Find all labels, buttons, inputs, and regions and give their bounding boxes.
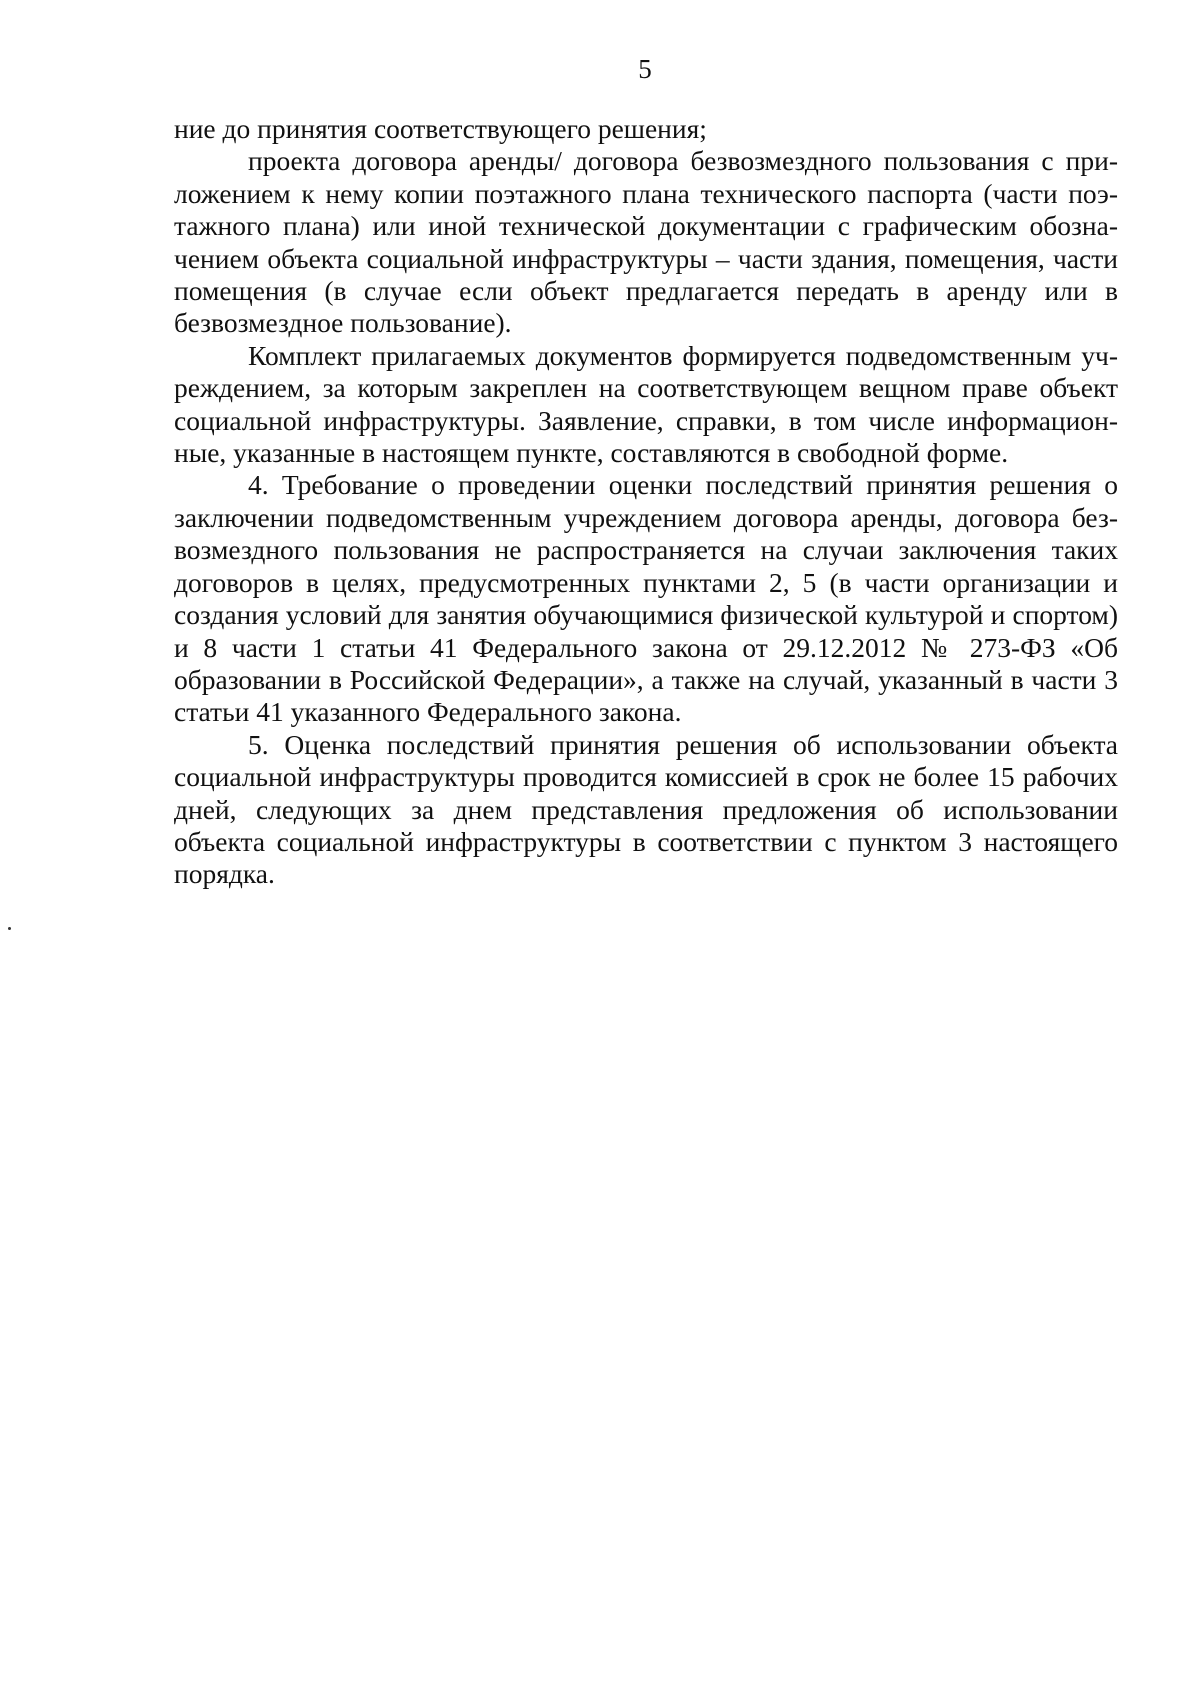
paragraph-item-4: 4. Требование о проведении оценки последствий принятия решения о заключении подведомственным учреждением договора аренды, договора безвозмездного пользования не распространяется на случаи заключения таких договоров в целях, предусмотренных пунктами 2, 5 (в части организации и создания условий для занятия обучающимися физической культурой и спортом) и 8 части 1 статьи 41 Федерального закона от 29.12.2012 № 273-ФЗ «Об образовании в Российской Федерации», а также на случай, указанный в части 3 статьи 41 указанного Федерального закона. bbox=[174, 469, 1118, 728]
paragraph-item-5: 5. Оценка последствий принятия решения об использовании объекта социальной инфраструктуры проводится комиссией в срок не более 15 рабочих дней, следующих за днем представления предложения об использовании объекта социальной инфраструктуры в соответствии с пунктом 3 настоящего порядка. bbox=[174, 728, 1118, 890]
paragraph-continuation: ние до принятия соответствующего решения; bbox=[174, 113, 707, 144]
paragraph-documents-set: Комплект прилагаемых документов формируется подведомственным учреждением, за которым закреплен на соответствующем вещном праве объект социальной инфраструктуры. Заявление, справки, в том числе информационные, указанные в настоящем пункте, составляются в свободной форме. bbox=[174, 339, 1118, 469]
scan-speck bbox=[8, 927, 11, 930]
paragraph-lease-draft: проекта договора аренды/ договора безвозмездного пользования с приложением к нему копии поэтажного плана технического паспорта (части поэтажного плана) или иной технической документации с графическим обозначением объекта социальной инфраструктуры – части здания, помещения, части помещения (в случае если объект предлагается передать в аренду или в безвозмездное пользование). bbox=[174, 145, 1118, 339]
page-number: 5 bbox=[638, 54, 652, 84]
document-body bbox=[174, 113, 1118, 891]
